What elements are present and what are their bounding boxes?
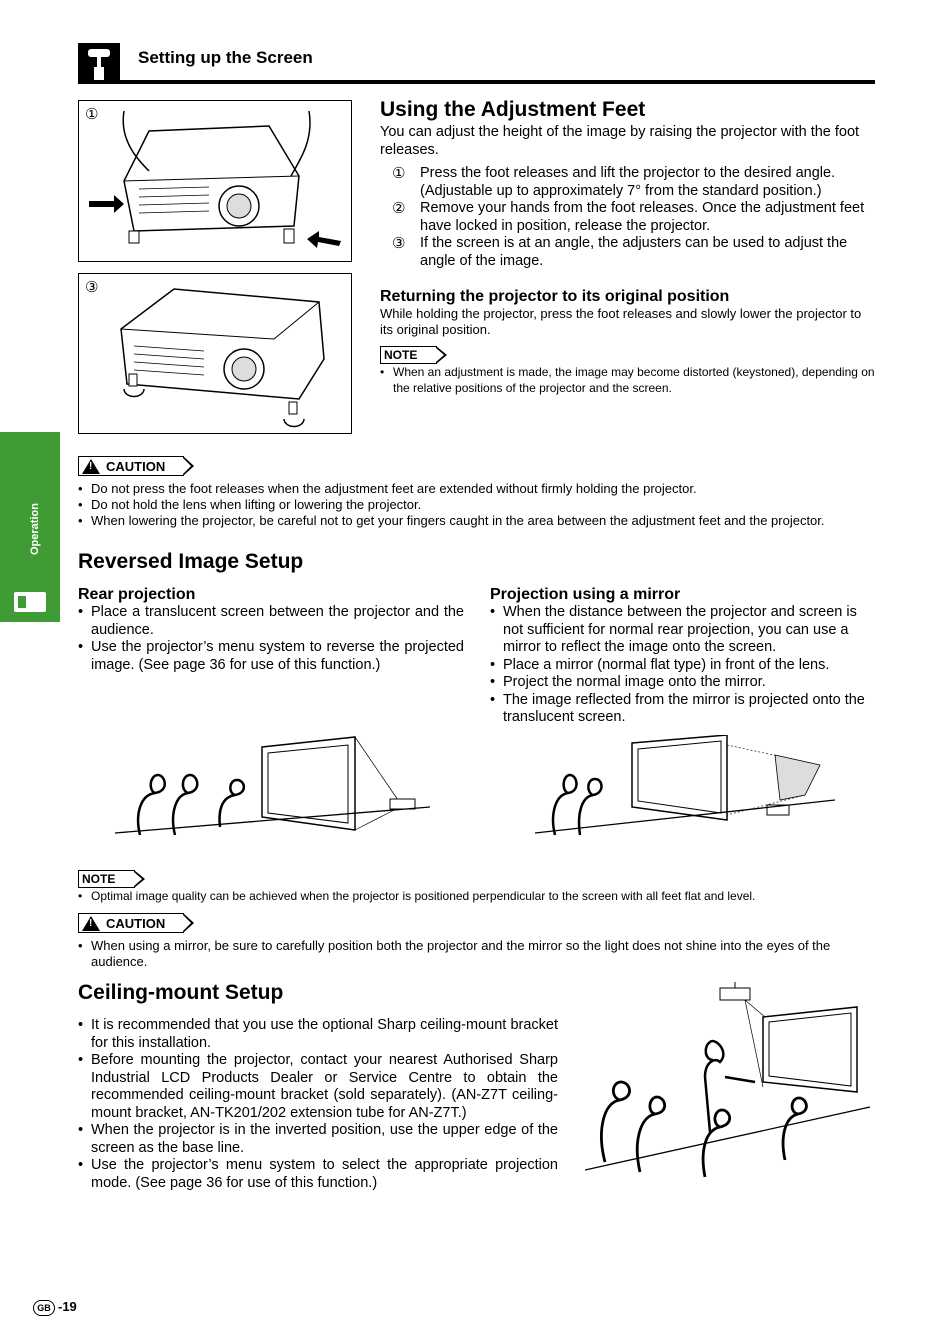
ceiling-list: [78, 1017, 558, 1192]
figure-lift-projector: [78, 100, 352, 262]
note-badge: NOTE: [380, 346, 437, 364]
mirror-heading: Projection using a mirror: [490, 586, 681, 603]
reversed-heading: Reversed Image Setup: [78, 550, 304, 573]
list-item: • When the distance between the projector and screen is not sufficient for normal rear projection, you can use a mirror to reflect the image onto the screen.: [490, 604, 876, 657]
adjustment-feet-heading: Using the Adjustment Feet: [380, 98, 646, 121]
list-item: • Do not press the foot releases when the adjustment feet are extended without firmly holding the projector.: [78, 481, 875, 497]
list-item: • The image reflected from the mirror is projected onto the translucent screen.: [490, 692, 876, 727]
warning-icon: [82, 459, 100, 474]
rear-projection-heading: Rear projection: [78, 586, 196, 603]
list-item: ② Remove your hands from the foot releases. Once the adjustment feet have locked in position, release the projector.: [392, 200, 865, 234]
list-item: ① Press the foot releases and lift the projector to the desired angle. (Adjustable up to approximately 7° from the standard position.): [392, 165, 836, 199]
note-list: [78, 889, 875, 905]
adjustment-steps: [380, 165, 876, 270]
list-item: • Project the normal image onto the mirror.: [490, 674, 876, 692]
list-item: • Before mounting the projector, contact your nearest Authorised Sharp Industrial LCD Products Dealer or Service Centre to obtain the recommended ceiling-mount bracket (sold separately). (AN-Z7T ceiling-mount bracket, AN-TK201/202 extension tube for AN-Z7T.): [78, 1052, 558, 1122]
figure-adjust-angle: [78, 273, 352, 434]
setup-hand-icon: [78, 43, 120, 83]
caution-list: [78, 481, 875, 529]
list-item: • When using a mirror, be sure to carefully position both the projector and the mirror so the light does not shine into the eyes of the audience.: [78, 938, 875, 970]
warning-icon: [82, 916, 100, 931]
side-tab-label: Operation: [29, 503, 41, 555]
mirror-list: [490, 604, 876, 727]
list-item: • Use the projector’s menu system to select the appropriate projection mode. (See page 36 for use of this function.): [78, 1157, 558, 1192]
figure-number: ①: [85, 106, 99, 123]
list-item: • Optimal image quality can be achieved when the projector is positioned perpendicular to the screen with all feet flat and level.: [78, 889, 875, 905]
header-rule: [78, 80, 875, 84]
list-item: • It is recommended that you use the optional Sharp ceiling-mount bracket for this installation.: [78, 1017, 558, 1052]
caution-list: [78, 938, 875, 970]
projector-adjust-illustration: [79, 274, 351, 433]
note-list: [380, 365, 876, 396]
return-heading: Returning the projector to its original position: [380, 288, 730, 305]
page-number: -19: [58, 1299, 77, 1314]
projector-lift-illustration: [79, 101, 351, 261]
region-badge: GB: [33, 1300, 55, 1316]
rear-list: [78, 604, 464, 674]
list-item: • When lowering the projector, be careful not to get your fingers caught in the area between the adjustment feet and the projector.: [78, 513, 875, 529]
list-item: • When an adjustment is made, the image may become distorted (keystoned), depending on the relative positions of the projector and the screen.: [380, 365, 876, 396]
ceiling-heading: Ceiling-mount Setup: [78, 981, 284, 1004]
list-item: • Place a mirror (normal flat type) in front of the lens.: [490, 657, 876, 675]
list-item: ③ If the screen is at an angle, the adjusters can be used to adjust the angle of the image.: [392, 235, 848, 269]
section-title: Setting up the Screen: [138, 48, 313, 67]
note-badge: NOTE: [78, 870, 135, 888]
list-item: • When the projector is in the inverted position, use the upper edge of the screen as the base line.: [78, 1122, 558, 1157]
operation-icon: [14, 592, 46, 612]
return-text: While holding the projector, press the foot releases and slowly lower the projector to its original position.: [380, 306, 862, 337]
list-item: • Do not hold the lens when lifting or lowering the projector.: [78, 497, 875, 513]
caution-badge: ! CAUTION: [78, 456, 184, 476]
list-item: • Place a translucent screen between the projector and the audience.: [78, 604, 464, 639]
figure-number: ③: [85, 279, 99, 296]
list-item: • Use the projector’s menu system to reverse the projected image. (See page 36 for use of this function.): [78, 639, 464, 674]
ceiling-mount-illustration: [585, 982, 875, 1182]
adjustment-intro: You can adjust the height of the image by raising the projector with the foot releases.: [380, 124, 860, 158]
caution-badge: ! CAUTION: [78, 913, 184, 933]
mirror-projection-illustration: [535, 735, 845, 840]
rear-projection-illustration: [110, 735, 440, 840]
